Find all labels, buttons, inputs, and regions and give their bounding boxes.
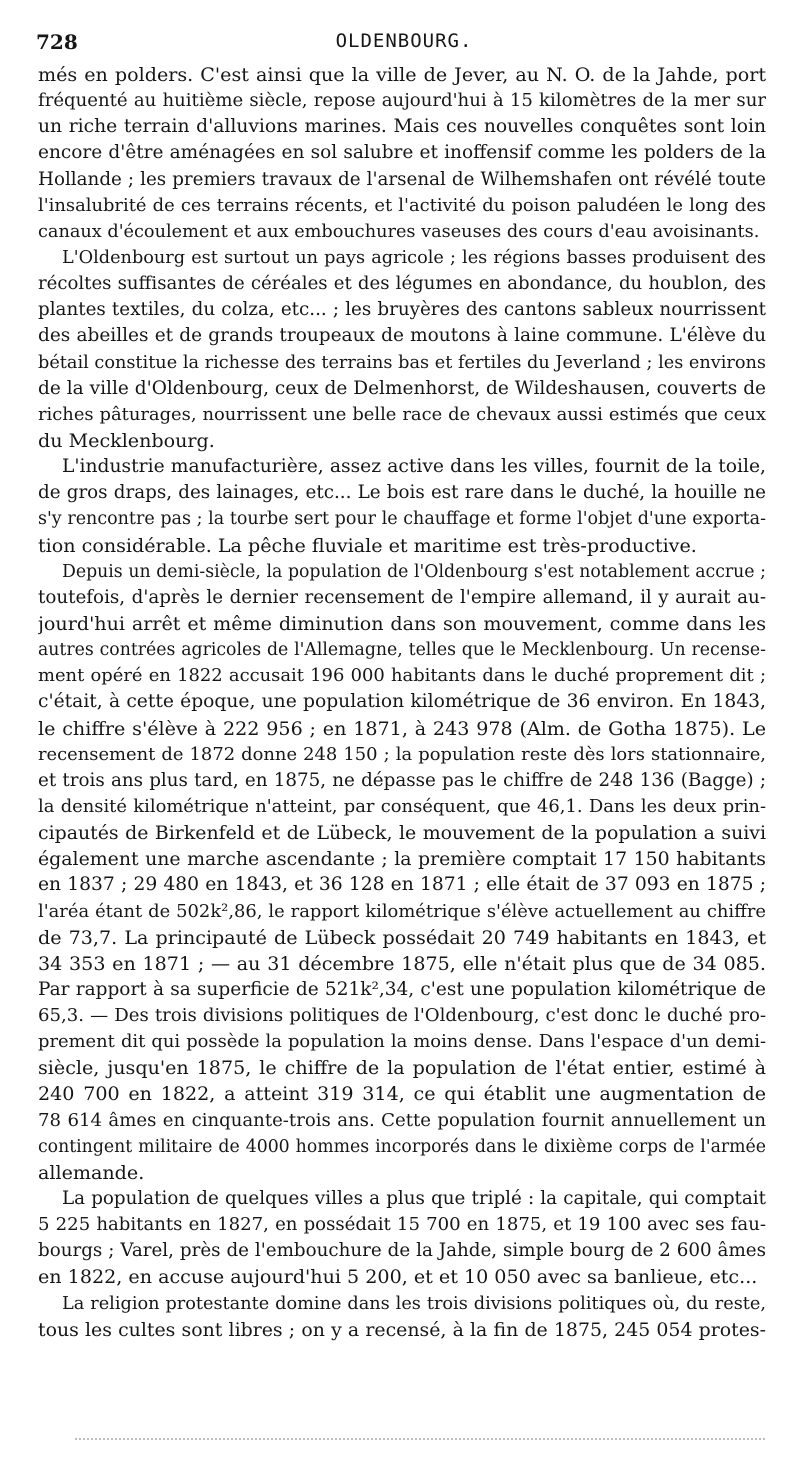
page-header — [36, 24, 772, 56]
text-line: s'y rencontre pas ; la tourbe sert pour le chauffage et forme l'objet d'une exporta- — [38, 509, 766, 530]
text-line: fréquenté au huitième siècle, repose aujourd'hui à 15 kilomètres de la mer sur — [38, 90, 766, 112]
text-line: et trois ans plus tard, en 1875, ne dépasse pas le chiffre de 248 136 (Bagge) ; — [38, 769, 766, 791]
text-line: plantes textiles, du colza, etc... ; les bruyères des cantons sableux nourrissent — [38, 299, 766, 321]
text-line: 5 225 habitants en 1827, en possédait 15 700 en 1875, et 19 100 avec ses fau- — [38, 1214, 766, 1236]
text-line: le chiffre s'élève à 222 956 ; en 1871, à 243 978 (Alm. de Gotha 1875). Le — [38, 716, 766, 740]
text-line: La religion protestante domine dans les trois divisions politiques où, du reste, — [62, 1293, 766, 1314]
text-line: prement dit qui possède la population la moins dense. Dans l'espace d'un demi- — [38, 1031, 766, 1053]
text-line: 34 353 en 1871 ; — au 31 décembre 1875, elle n'était plus que de 34 085. — [38, 951, 766, 975]
text-line: autres contrées agricoles de l'Allemagne, telles que le Mecklenbourg. Un recense- — [38, 640, 766, 661]
text-line: toutefois, d'après le dernier recensement de l'empire allemand, il y aurait au- — [38, 586, 766, 608]
text-line: L'Oldenbourg est surtout un pays agricole ; les régions basses produisent des — [62, 247, 766, 268]
text-line: siècle, jusqu'en 1875, le chiffre de la population de l'état entier, estimé à — [38, 1056, 766, 1080]
text-line: c'était, à cette époque, une population kilométrique de 36 environ. En 1843, — [38, 691, 766, 713]
footer-rule — [75, 1438, 765, 1440]
text-line: des abeilles et de grands troupeaux de moutons à laine commune. L'élève du — [38, 325, 766, 347]
text-line: recensement de 1872 donne 248 150 ; la population reste dès lors stationnaire, — [38, 743, 766, 765]
text-line: jourd'hui arrêt et même diminution dans son mouvement, comme dans les — [38, 611, 766, 635]
text-line: en 1837 ; 29 480 en 1843, et 36 128 en 1871 ; elle était de 37 093 en 1875 ; — [38, 874, 766, 896]
text-line: en 1822, en accuse aujourd'hui 5 200, et et 10 050 avec sa banlieue, etc... — [38, 1265, 758, 1289]
text-line: également une marche ascendante ; la première comptait 17 150 habitants — [38, 848, 766, 871]
text-line: du Mecklenbourg. — [38, 428, 215, 452]
text-line: de 73,7. La principauté de Lübeck possédait 20 749 habitants en 1843, et — [38, 925, 766, 949]
text-line: contingent militaire de 4000 hommes incorporés dans le dixième corps de l'armée — [38, 1136, 766, 1157]
text-line: un riche terrain d'alluvions marines. Mais ces nouvelles conquêtes sont loin — [38, 116, 766, 138]
text-line: la densité kilométrique n'atteint, par conséquent, que 46,1. Dans les deux prin- — [38, 795, 766, 817]
text-line: tous les cultes sont libres ; on y a recensé, à la fin de 1875, 245 054 protes- — [38, 1318, 766, 1341]
text-line: 78 614 âmes en cinquante-trois ans. Cette population fournit annuellement un — [38, 1109, 766, 1131]
text-line: més en polders. C'est ainsi que la ville de Jever, au N. O. de la Jahde, port — [38, 63, 766, 86]
text-line: bourgs ; Varel, près de l'embouchure de la Jahde, simple bourg de 2 600 âmes — [38, 1240, 766, 1262]
body-text — [38, 62, 766, 1343]
text-line: Par rapport à sa superficie de 521k²,34, c'est une population kilométrique de — [38, 978, 766, 1000]
page-number: 728 — [36, 30, 78, 54]
text-line: La population de quelques villes a plus que triplé : la capitale, qui comptait — [62, 1188, 766, 1210]
text-line: bétail constitue la richesse des terrains bas et fertiles du Jeverland ; les environs — [38, 352, 766, 373]
text-line: tion considérable. La pêche fluviale et maritime est très-productive. — [38, 533, 697, 557]
text-line: l'insalubrité de ces terrains récents, et l'activité du poison paludéen le long des — [38, 194, 766, 216]
text-line: ment opéré en 1822 accusait 196 000 habitants dans le duché proprement dit ; — [38, 665, 766, 687]
text-line: cipautés de Birkenfeld et de Lübeck, le mouvement de la population a suivi — [38, 822, 766, 845]
text-line: canaux d'écoulement et aux embouchures vaseuses des cours d'eau avoisinants. — [38, 221, 760, 242]
text-line: de gros draps, des lainages, etc... Le bois est rare dans le duché, la houille ne — [38, 482, 766, 504]
text-line: Hollande ; les premiers travaux de l'arsenal de Wilhemshafen ont révélé toute — [38, 168, 766, 190]
text-line: allemande. — [38, 1160, 145, 1184]
running-title: OLDENBOURG. — [335, 30, 473, 52]
text-line: 240 700 en 1822, a atteint 319 314, ce qui établit une augmentation de — [38, 1082, 766, 1106]
text-line: encore d'être aménagées en sol salubre et inoffensif comme les polders de la — [38, 142, 766, 164]
text-line: riches pâturages, nourrissent une belle race de chevaux aussi estimés que ceux — [38, 403, 766, 425]
text-line: 65,3. — Des trois divisions politiques de l'Oldenbourg, c'est donc le duché pro- — [38, 1005, 766, 1027]
text-line: récoltes suffisantes de céréales et des légumes en abondance, du houblon, des — [38, 273, 766, 295]
text-line: l'aréa étant de 502k²,86, le rapport kilométrique s'élève actuellement au chiffre — [38, 900, 766, 922]
text-line: L'industrie manufacturière, assez active dans les villes, fournit de la toile, — [62, 456, 766, 478]
text-line: Depuis un demi-siècle, la population de l'Oldenbourg s'est notablement accrue ; — [62, 561, 766, 582]
text-line: de la ville d'Oldenbourg, ceux de Delmenhorst, de Wildeshausen, couverts de — [38, 377, 766, 399]
